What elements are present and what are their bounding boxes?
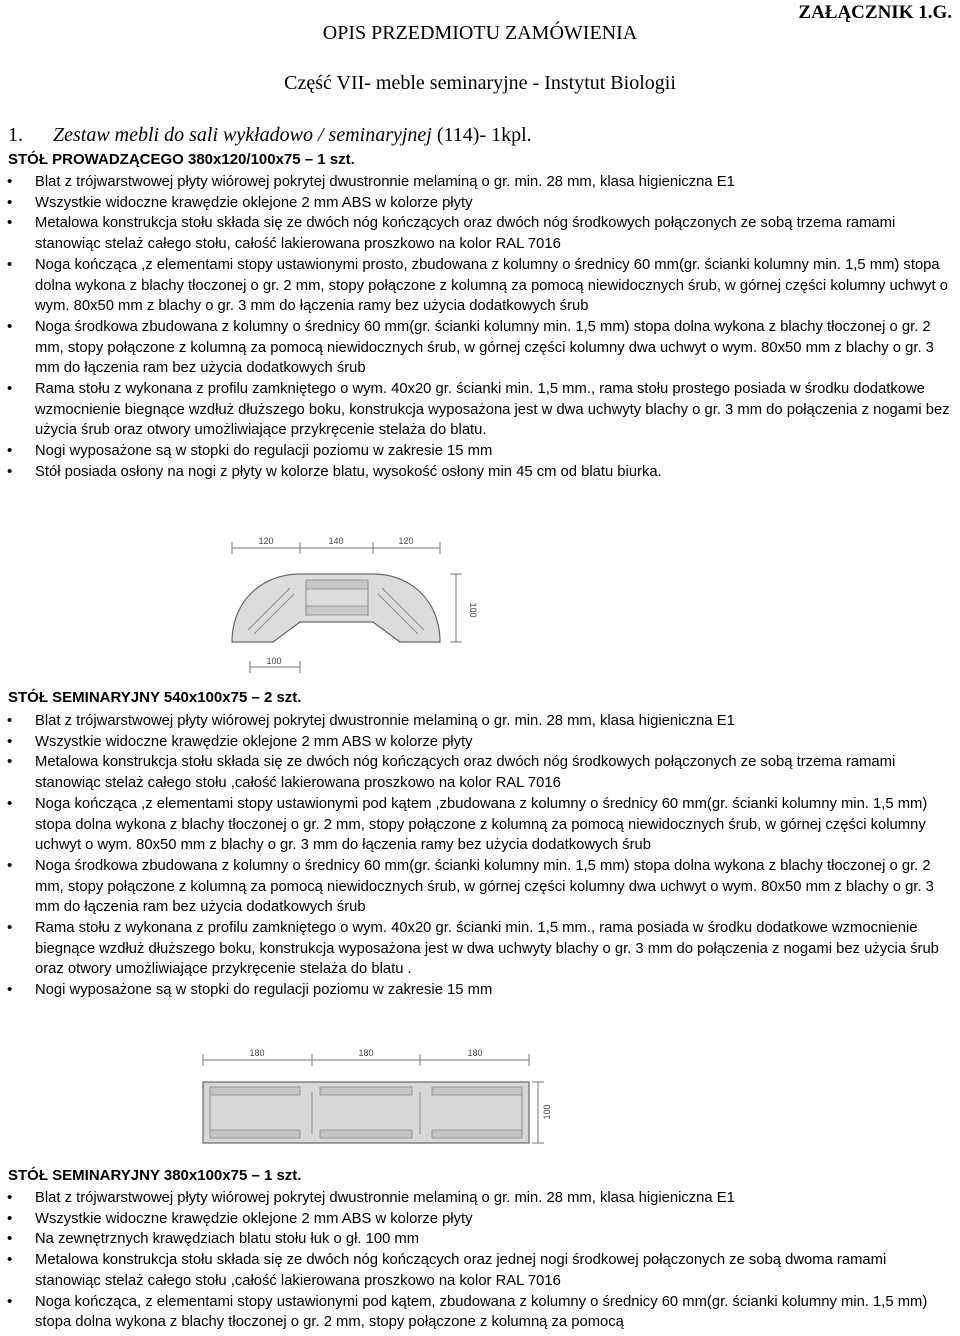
- dim-top-center: 180: [358, 1048, 374, 1058]
- seminar-table-drawing: [200, 1042, 560, 1147]
- list-item: • Metalowa konstrukcja stołu składa się ze dwóch nóg kończących oraz jednej nogi środkowej połączonych ze sobą dwoma ramami stanowiąc stelaż całego stołu ,całość lakierowana proszkowo na kolor RAL 7016: [0, 1250, 960, 1291]
- spec-list-seminar-540: [0, 711, 960, 1001]
- list-item: • Nogi wyposażone są w stopki do regulacji poziomu w zakresie 15 mm: [0, 980, 960, 1001]
- list-item: • Noga kończąca ,z elementami stopy ustawionymi prosto, zbudowana z kolumny o średnicy 60 mm(gr. ścianki kolumny min. 1,5 mm) stopa dolna wykona z blachy tłoczonej o gr. 2 mm, stopy połączone z kolumną za pomocą niewidocznych śrub, w górnej części kolumny uchwyt o wym. 80x50 mm z blachy o gr. 3 mm do łączenia ramy bez użycia dodatkowych śrub: [0, 255, 960, 317]
- list-item: • Rama stołu z wykonana z profilu zamkniętego o wym. 40x20 gr. ścianki min. 1,5 mm., rama stołu prostego posiada w środku dodatkowe wzmocnienie biegnące wzdłuż dłuższego boku, konstrukcja wyposażona jest w dwa uchwyty blachy o gr. 3 mm do połączenia z nogami bez użycia śrub oraz otwory umożliwiające przykręcenie stelaża do blatu.: [0, 379, 960, 441]
- list-item: • Rama stołu z wykonana z profilu zamkniętego o wym. 40x20 gr. ścianki min. 1,5 mm., rama posiada w środku dodatkowe wzmocnienie biegnące wzdłuż dłuższego boku, konstrukcja wyposażona jest w dwa uchwyty blachy o gr. 3 mm do połączenia z nogami bez użycia śrub oraz otwory umożliwiające przykręcenie stelaża do blatu .: [0, 918, 960, 980]
- dim-bottom: 100: [266, 656, 282, 666]
- table-heading-lecturer: STÓŁ PROWADZĄCEGO 380x120/100x75 – 1 szt.: [8, 151, 355, 168]
- spec-list-seminar-380: [0, 1188, 960, 1333]
- section-title-suffix: (114)- 1kpl.: [436, 124, 532, 146]
- list-item: • Wszystkie widoczne krawędzie oklejone 2 mm ABS w kolorze płyty: [0, 732, 960, 753]
- dim-side: 100: [542, 1104, 552, 1120]
- list-item: • Metalowa konstrukcja stołu składa się ze dwóch nóg kończących oraz dwóch nóg środkowych połączonych ze sobą trzema ramami stanowiąc stelaż całego stołu, całość lakierowana proszkowo na kolor RAL 7016: [0, 213, 960, 254]
- dim-top-right: 180: [467, 1048, 483, 1058]
- list-item: • Blat z trójwarstwowej płyty wiórowej pokrytej dwustronnie melaminą o gr. min. 28 mm, klasa higieniczna E1: [0, 172, 960, 193]
- list-item: • Wszystkie widoczne krawędzie oklejone 2 mm ABS w kolorze płyty: [0, 193, 960, 214]
- list-item: • Blat z trójwarstwowej płyty wiórowej pokrytej dwustronnie melaminą o gr. min. 28 mm, klasa higieniczna E1: [0, 711, 960, 732]
- list-item: • Blat z trójwarstwowej płyty wiórowej pokrytej dwustronnie melaminą o gr. min. 28 mm, klasa higieniczna E1: [0, 1188, 960, 1209]
- list-item: • Noga kończąca, z elementami stopy ustawionymi pod kątem, zbudowana z kolumny o średnicy 60 mm(gr. ścianki kolumny min. 1,5 mm) stopa dolna wykona z blachy tłoczonej o gr. 2 mm, stopy połączone z kolumną za pomocą: [0, 1292, 960, 1333]
- section-heading: [8, 124, 532, 147]
- list-item: • Stół posiada osłony na nogi z płyty w kolorze blatu, wysokość osłony min 45 cm od blatu biurka.: [0, 462, 960, 483]
- dim-top-left: 180: [249, 1048, 265, 1058]
- list-item: • Na zewnętrznych krawędziach blatu stołu łuk o gł. 100 mm: [0, 1229, 960, 1250]
- table-heading-seminar-380: STÓŁ SEMINARYJNY 380x100x75 – 1 szt.: [8, 1167, 302, 1184]
- table-heading-seminar-540: STÓŁ SEMINARYJNY 540x100x75 – 2 szt.: [8, 689, 302, 706]
- dim-top-center: 140: [328, 536, 344, 546]
- spec-list-lecturer: [0, 172, 960, 483]
- dim-side: 100: [468, 602, 478, 618]
- list-item: • Noga środkowa zbudowana z kolumny o średnicy 60 mm(gr. ścianki kolumny min. 1,5 mm) stopa dolna wykona z blachy tłoczonej o gr. 2 mm, stopy połączone z kolumną za pomocą niewidocznych śrub, w górnej części kolumny dwa uchwyt o wym. 80x50 mm z blachy o gr. 3 mm do łączenia ram bez użycia dodatkowych śrub: [0, 856, 960, 918]
- list-item: • Noga środkowa zbudowana z kolumny o średnicy 60 mm(gr. ścianki kolumny min. 1,5 mm) stopa dolna wykona z blachy tłoczonej o gr. 2 mm, stopy połączone z kolumną za pomocą niewidocznych śrub, w górnej części kolumny dwa uchwyt o wym. 80x50 mm z blachy o gr. 3 mm do łączenia ram bez użycia dodatkowych śrub: [0, 317, 960, 379]
- part-subtitle: Część VII- meble seminaryjne - Instytut Biologii: [284, 72, 676, 94]
- list-item: • Noga kończąca ,z elementami stopy ustawionymi pod kątem ,zbudowana z kolumny o średnicy 60 mm(gr. ścianki kolumny min. 1,5 mm) stopa dolna wykona z blachy tłoczonej o gr. 2 mm, stopy połączone z kolumną za pomocą niewidocznych śrub, w górnej części kolumny uchwyt o wym. 80x50 mm z blachy o gr. 3 mm do łączenia ramy bez użycia dodatkowych śrub: [0, 794, 960, 856]
- dim-top-right: 120: [398, 536, 414, 546]
- list-item: • Metalowa konstrukcja stołu składa się ze dwóch nóg kończących oraz dwóch nóg środkowych połączonych ze sobą trzema ramami stanowiąc stelaż całego stołu ,całość lakierowana proszkowo na kolor RAL 7016: [0, 752, 960, 793]
- annex-label: ZAŁĄCZNIK 1.G.: [798, 2, 952, 23]
- dim-top-left: 120: [258, 536, 274, 546]
- document-title: OPIS PRZEDMIOTU ZAMÓWIENIA: [322, 22, 638, 44]
- list-item: • Nogi wyposażone są w stopki do regulacji poziomu w zakresie 15 mm: [0, 441, 960, 462]
- list-item: • Wszystkie widoczne krawędzie oklejone 2 mm ABS w kolorze płyty: [0, 1209, 960, 1230]
- lecturer-table-drawing: [228, 530, 478, 680]
- section-number: 1.: [8, 124, 23, 146]
- section-title: Zestaw mebli do sali wykładowo / seminaryjnej: [53, 124, 432, 146]
